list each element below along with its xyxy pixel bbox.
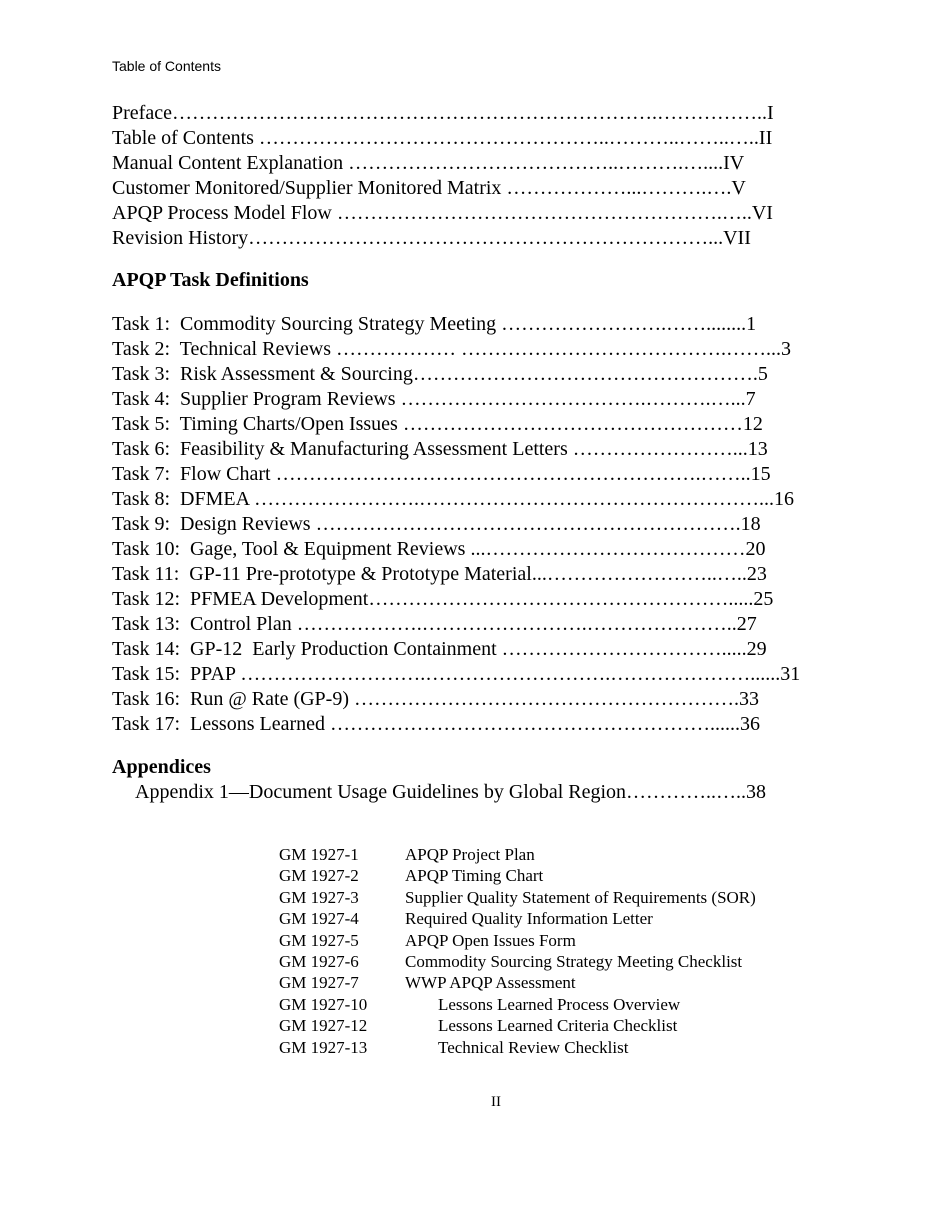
toc-entry-preface: Preface……………………………………………………………….……………..I bbox=[112, 102, 774, 124]
form-row bbox=[279, 908, 756, 929]
form-row bbox=[279, 994, 756, 1015]
form-row bbox=[279, 1037, 756, 1058]
form-row bbox=[279, 1015, 756, 1036]
form-code: GM 1927-4 bbox=[279, 909, 359, 929]
form-row bbox=[279, 844, 756, 865]
toc-entry-task-9: Task 9: Design Reviews ……………………………………………………….18 bbox=[112, 513, 761, 535]
form-code: GM 1927-12 bbox=[279, 1016, 368, 1036]
page-number: II bbox=[491, 1094, 501, 1110]
toc-entry-task-2: Task 2: Technical Reviews ……………… ………………………………….……...3 bbox=[112, 338, 791, 360]
toc-entry-appendix-1: Appendix 1—Document Usage Guidelines by Global Region…………..…..38 bbox=[135, 781, 767, 803]
form-title: Technical Review Checklist bbox=[438, 1037, 629, 1057]
task-definitions-heading-wrap bbox=[112, 268, 309, 293]
toc-entry-task-13: Task 13: Control Plan ……………….…………………….…………………..27 bbox=[112, 613, 757, 635]
form-row bbox=[279, 930, 756, 951]
toc-entry-task-6: Task 6: Feasibility & Manufacturing Assessment Letters ……………………...13 bbox=[112, 438, 768, 460]
form-title: APQP Project Plan bbox=[405, 845, 535, 864]
toc-entry-task-16: Task 16: Run @ Rate (GP-9) ………………………………………………….33 bbox=[112, 688, 759, 710]
form-title: APQP Timing Chart bbox=[405, 866, 544, 886]
form-title: APQP Open Issues Form bbox=[405, 930, 576, 950]
appendices-heading: Appendices bbox=[112, 756, 211, 778]
forms-list bbox=[279, 844, 756, 1058]
toc-entry-table-of-contents: Table of Contents ……………………………………………..………..……..…..II bbox=[112, 127, 773, 149]
form-title: Commodity Sourcing Strategy Meeting Checklist bbox=[405, 952, 743, 972]
form-code: GM 1927-7 bbox=[279, 973, 359, 993]
toc-entry-task-15: Task 15: PPAP ……………………….……………………….…………………......31 bbox=[112, 663, 801, 685]
front-matter-list bbox=[112, 101, 774, 251]
form-code: GM 1927-6 bbox=[279, 952, 359, 972]
appendices-section bbox=[112, 755, 766, 805]
toc-entry-task-14: Task 14: GP-12 Early Production Containment …………………………….....29 bbox=[112, 638, 767, 660]
toc-entry-task-10: Task 10: Gage, Tool & Equipment Reviews ...…………………………………20 bbox=[112, 538, 766, 560]
form-row bbox=[279, 865, 756, 886]
form-code: GM 1927-13 bbox=[279, 1037, 368, 1057]
form-code: GM 1927-3 bbox=[279, 887, 359, 907]
toc-entry-revision-history: Revision History……………………………………………………………...VII bbox=[112, 227, 751, 249]
toc-entry-task-17: Task 17: Lessons Learned …………………………………………………......36 bbox=[112, 713, 760, 735]
form-row bbox=[279, 972, 756, 993]
form-title: Lessons Learned Criteria Checklist bbox=[438, 1016, 678, 1036]
task-definitions-heading: APQP Task Definitions bbox=[112, 269, 309, 291]
toc-entry-task-3: Task 3: Risk Assessment & Sourcing…………………………………………….5 bbox=[112, 363, 768, 385]
form-code: GM 1927-10 bbox=[279, 994, 368, 1014]
toc-entry-task-1: Task 1: Commodity Sourcing Strategy Meeting …………………….……........1 bbox=[112, 313, 757, 335]
toc-entry-task-5: Task 5: Timing Charts/Open Issues ……………………………………………12 bbox=[112, 413, 763, 435]
toc-entry-task-7: Task 7: Flow Chart ……………………………………………………….……..15 bbox=[112, 463, 771, 485]
toc-entry-task-8: Task 8: DFMEA …………………….……………………………………………...16 bbox=[112, 488, 794, 510]
toc-entry-task-12: Task 12: PFMEA Development……………………………………………….....25 bbox=[112, 588, 774, 610]
form-code: GM 1927-2 bbox=[279, 866, 359, 886]
form-code: GM 1927-1 bbox=[279, 845, 359, 864]
toc-entry-manual-content: Manual Content Explanation …………………………………..……….…....IV bbox=[112, 152, 745, 174]
form-title: Lessons Learned Process Overview bbox=[438, 994, 681, 1014]
form-row bbox=[279, 887, 756, 908]
form-title: Supplier Quality Statement of Requirements (SOR) bbox=[405, 887, 756, 907]
running-header: Table of Contents bbox=[112, 58, 221, 74]
form-title: WWP APQP Assessment bbox=[405, 973, 576, 993]
form-row bbox=[279, 951, 756, 972]
toc-entry-task-11: Task 11: GP-11 Pre-prototype & Prototype Material...……………………..…..23 bbox=[112, 563, 767, 585]
form-code: GM 1927-5 bbox=[279, 930, 359, 950]
toc-entry-matrix: Customer Monitored/Supplier Monitored Matrix ………………...……….….V bbox=[112, 177, 746, 199]
toc-entry-process-flow: APQP Process Model Flow ………………………………………………….…..VI bbox=[112, 202, 773, 224]
task-list bbox=[112, 312, 800, 737]
toc-entry-task-4: Task 4: Supplier Program Reviews ……………………………….……….…...7 bbox=[112, 388, 756, 410]
form-title: Required Quality Information Letter bbox=[405, 909, 653, 929]
